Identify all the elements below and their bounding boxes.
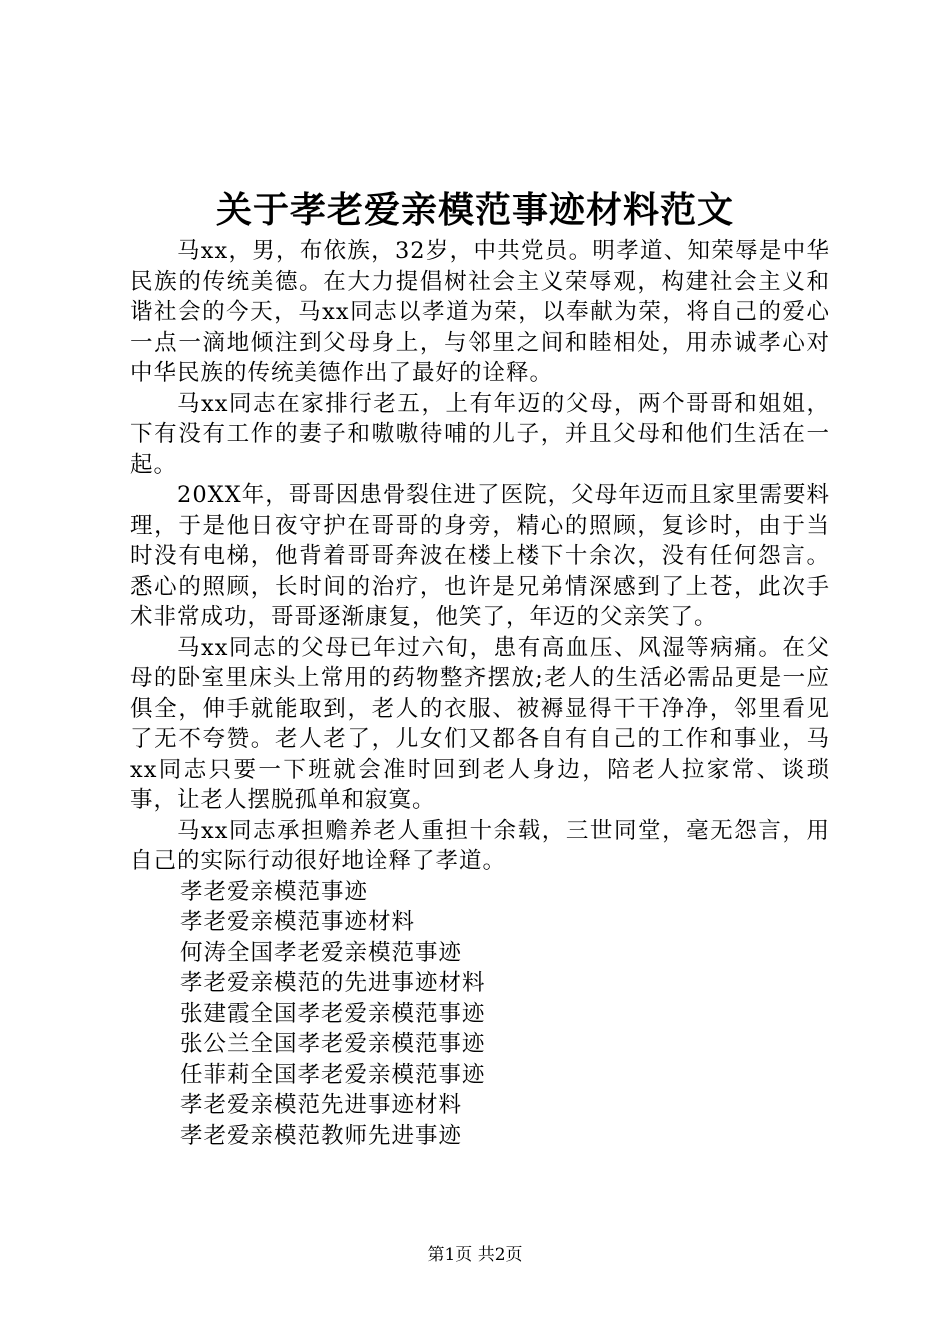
paragraph-conclusion: 马xx同志承担赡养老人重担十余载，三世同堂，毫无怨言，用自己的实际行动很好地诠释了孝道。 [130, 817, 830, 874]
paragraph-intro: 马xx，男，布依族，32岁，中共党员。明孝道、知荣辱是中华民族的传统美德。在大力提倡树社会主义荣辱观，构建社会主义和谐社会的今天，马xx同志以孝道为荣，以奉献为荣，将自己的爱心一点一滴地倾注到父母身上，与邻里之间和睦相处，用赤诚孝心对中华民族的传统美德作出了最好的诠释。 [130, 238, 830, 386]
related-link[interactable]: 孝老爱亲模范的先进事迹材料 [180, 970, 486, 996]
related-link[interactable]: 张建霞全国孝老爱亲模范事迹 [180, 1000, 486, 1027]
related-link[interactable]: 孝老爱亲模范事迹 [180, 878, 369, 905]
related-link[interactable]: 何涛全国孝老爱亲模范事迹 [180, 939, 463, 966]
related-link[interactable]: 孝老爱亲模范事迹材料 [180, 909, 416, 935]
related-link[interactable]: 孝老爱亲模范先进事迹材料 [180, 1092, 463, 1118]
page-footer: 第1页 共2页 [427, 1245, 523, 1265]
paragraph-parents: 马xx同志的父母已年过六旬，患有高血压、风湿等病痛。在父母的卧室里床头上常用的药物整齐摆放;老人的生活必需品更是一应俱全，伸手就能取到，老人的衣服、被褥显得干干净净，邻里看见了无不夸赞。老人老了，儿女们又都各自有自己的工作和事业，马xx同志只要一下班就会准时回到老人身边，陪老人拉家常、谈琐事，让老人摆脱孤单和寂寞。 [130, 634, 830, 813]
related-link[interactable]: 孝老爱亲模范教师先进事迹 [180, 1122, 463, 1149]
document-body [130, 236, 830, 1151]
related-link[interactable]: 张公兰全国孝老爱亲模范事迹 [180, 1031, 486, 1057]
related-links-list [130, 877, 830, 1152]
page-title: 关于孝老爱亲模范事迹材料范文 [215, 189, 734, 231]
paragraph-brother: 20XX年，哥哥因患骨裂住进了医院，父母年迈而且家里需要料理，于是他日夜守护在哥哥的身旁，精心的照顾，复诊时，由于当时没有电梯，他背着哥哥奔波在楼上楼下十余次，没有任何怨言。悉心的照顾，长时间的治疗，也许是兄弟情深感到了上苍，此次手术非常成功，哥哥逐渐康复，他笑了，年迈的父亲笑了。 [130, 482, 830, 630]
related-link[interactable]: 任菲莉全国孝老爱亲模范事迹 [180, 1061, 486, 1088]
paragraph-family: 马xx同志在家排行老五，上有年迈的父母，两个哥哥和姐姐，下有没有工作的妻子和嗷嗷待哺的儿子，并且父母和他们生活在一起。 [130, 390, 830, 478]
